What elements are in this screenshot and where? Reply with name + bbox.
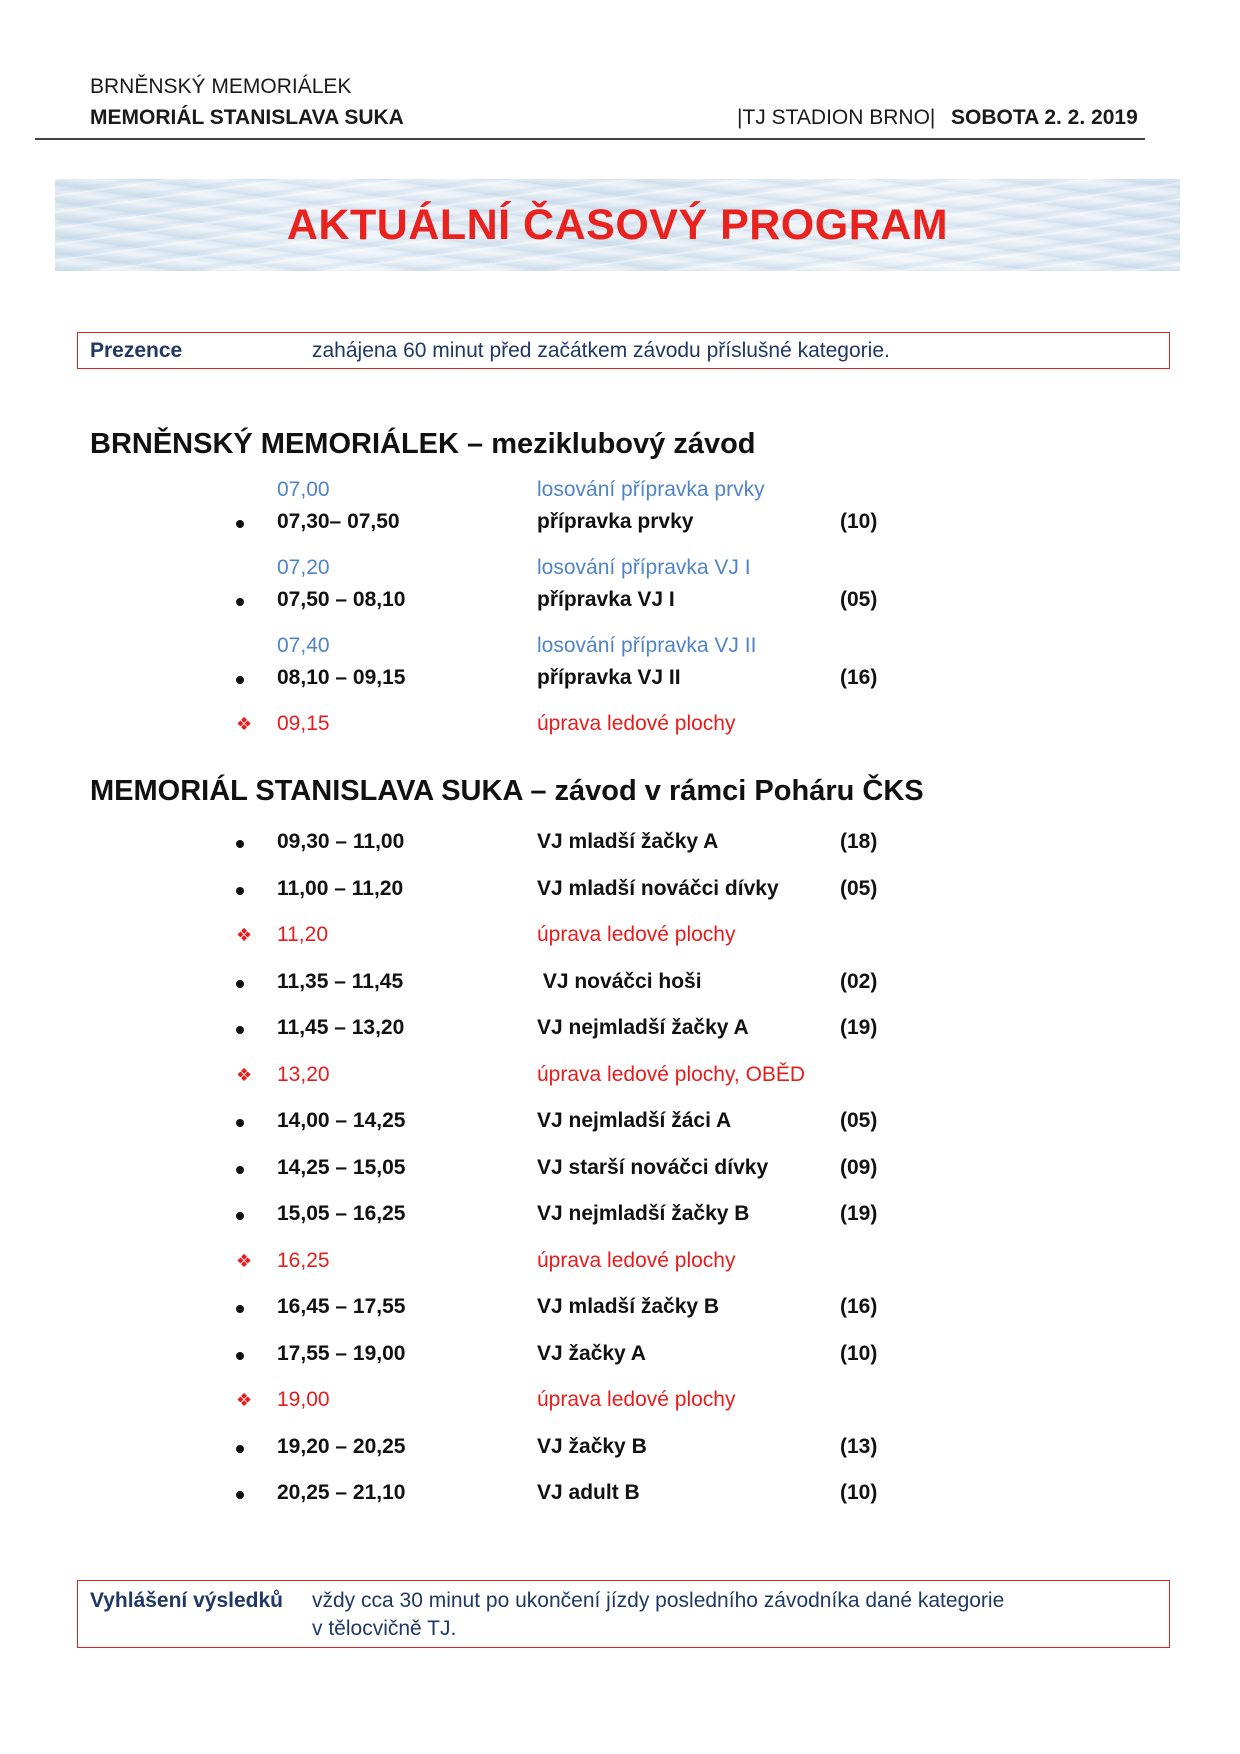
row-category: VJ mladší nováčci dívky: [537, 877, 779, 900]
diamond-bullet-icon: ❖: [236, 1065, 253, 1085]
row-time: 07,40: [277, 634, 330, 657]
row-time: 20,25 – 21,10: [277, 1481, 406, 1504]
results-box: [77, 1580, 1170, 1648]
row-time: 07,20: [277, 556, 330, 579]
row-time: 16,25: [277, 1249, 330, 1272]
header-event-name: BRNĚNSKÝ MEMORIÁLEK: [90, 75, 352, 98]
row-count: (09): [840, 1156, 878, 1179]
schedule-row: [0, 1481, 1240, 1513]
row-time: 07,30– 07,50: [277, 510, 400, 533]
row-time: 14,00 – 14,25: [277, 1109, 406, 1132]
header-venue: |TJ STADION BRNO|: [737, 106, 936, 129]
schedule-row: [0, 1156, 1240, 1188]
row-count: (05): [840, 877, 878, 900]
row-category: úprava ledové plochy: [537, 923, 736, 946]
row-bullet: [236, 1249, 252, 1273]
row-bullet: [236, 1156, 252, 1180]
schedule-row: [0, 556, 1240, 588]
schedule-row: [0, 1342, 1240, 1374]
row-count: (19): [840, 1202, 878, 1225]
row-count: (05): [840, 1109, 878, 1132]
schedule-row: [0, 1202, 1240, 1234]
bullet-dot-icon: [236, 840, 244, 848]
row-time: 19,20 – 20,25: [277, 1435, 406, 1458]
row-bullet: [236, 1342, 252, 1366]
schedule-row: [0, 877, 1240, 909]
row-bullet: [236, 877, 252, 901]
row-time: 09,15: [277, 712, 330, 735]
header-date: SOBOTA 2. 2. 2019: [951, 106, 1138, 129]
bullet-dot-icon: [236, 887, 244, 895]
row-category: přípravka prvky: [537, 510, 694, 533]
row-bullet: [236, 1388, 252, 1412]
row-category: VJ starší nováčci dívky: [537, 1156, 769, 1179]
row-category: losování přípravka VJ I: [537, 556, 751, 579]
row-count: (16): [840, 666, 878, 689]
row-time: 11,20: [277, 923, 328, 946]
row-count: (10): [840, 1481, 878, 1504]
row-category: losování přípravka VJ II: [537, 634, 757, 657]
row-bullet: [236, 830, 252, 854]
results-text-line1: vždy cca 30 minut po ukončení jízdy posledního závodníka dané kategorie: [312, 1589, 1005, 1612]
row-time: 11,45 – 13,20: [277, 1016, 405, 1039]
row-category: VJ mladší žačky A: [537, 830, 719, 853]
page-title: AKTUÁLNÍ ČASOVÝ PROGRAM: [286, 201, 949, 249]
bullet-dot-icon: [236, 1119, 244, 1127]
results-label: Vyhlášení výsledků: [90, 1589, 283, 1612]
row-time: 15,05 – 16,25: [277, 1202, 406, 1225]
bullet-dot-icon: [236, 520, 244, 528]
row-bullet: [236, 1109, 252, 1133]
row-count: (13): [840, 1435, 878, 1458]
schedule-row: [0, 634, 1240, 666]
row-bullet: [236, 712, 252, 736]
schedule-row: [0, 1063, 1240, 1095]
diamond-bullet-icon: ❖: [236, 1251, 253, 1271]
prezence-label: Prezence: [90, 339, 183, 362]
row-time: 08,10 – 09,15: [277, 666, 406, 689]
row-time: 13,20: [277, 1063, 330, 1086]
schedule-row: [0, 1249, 1240, 1281]
bullet-dot-icon: [236, 1491, 244, 1499]
bullet-dot-icon: [236, 1352, 244, 1360]
row-category: VJ mladší žačky B: [537, 1295, 720, 1318]
prezence-box: [77, 332, 1170, 369]
row-category: VJ nejmladší žačky B: [537, 1202, 750, 1225]
row-time: 11,35 – 11,45: [277, 970, 404, 993]
row-category: úprava ledové plochy, OBĚD: [537, 1063, 806, 1086]
schedule-row: [0, 478, 1240, 510]
row-count: (16): [840, 1295, 878, 1318]
schedule-row: [0, 1388, 1240, 1420]
row-count: (10): [840, 1342, 878, 1365]
schedule-row: [0, 510, 1240, 542]
row-time: 07,00: [277, 478, 330, 501]
section1-title: BRNĚNSKÝ MEMORIÁLEK – meziklubový závod: [90, 428, 756, 460]
bullet-dot-icon: [236, 1305, 244, 1313]
bullet-dot-icon: [236, 1212, 244, 1220]
schedule-row: [0, 1295, 1240, 1327]
row-category: VJ nováčci hoši: [537, 970, 702, 993]
schedule-row: [0, 588, 1240, 620]
row-category: VJ adult B: [537, 1481, 640, 1504]
section2-title: MEMORIÁL STANISLAVA SUKA – závod v rámci Poháru ČKS: [90, 775, 924, 807]
schedule-row: [0, 1016, 1240, 1048]
row-category: úprava ledové plochy: [537, 1388, 736, 1411]
results-text-line2: v tělocvičně TJ.: [312, 1617, 457, 1640]
row-category: VJ žačky B: [537, 1435, 647, 1458]
bullet-dot-icon: [236, 980, 244, 988]
row-bullet: [236, 510, 252, 534]
bullet-dot-icon: [236, 676, 244, 684]
diamond-bullet-icon: ❖: [236, 714, 253, 734]
row-time: 07,50 – 08,10: [277, 588, 406, 611]
schedule-row: [0, 712, 1240, 744]
row-category: úprava ledové plochy: [537, 712, 736, 735]
schedule-row: [0, 830, 1240, 862]
row-category: VJ žačky A: [537, 1342, 646, 1365]
schedule-row: [0, 1109, 1240, 1141]
header-memorial-name: MEMORIÁL STANISLAVA SUKA: [90, 106, 404, 129]
schedule-row: [0, 923, 1240, 955]
schedule-row: [0, 970, 1240, 1002]
diamond-bullet-icon: ❖: [236, 925, 253, 945]
row-bullet: [236, 1063, 252, 1087]
row-bullet: [236, 923, 252, 947]
row-count: (18): [840, 830, 878, 853]
row-time: 16,45 – 17,55: [277, 1295, 406, 1318]
row-time: 19,00: [277, 1388, 330, 1411]
row-category: úprava ledové plochy: [537, 1249, 736, 1272]
title-banner: [55, 179, 1180, 271]
row-time: 17,55 – 19,00: [277, 1342, 406, 1365]
bullet-dot-icon: [236, 1026, 244, 1034]
diamond-bullet-icon: ❖: [236, 1390, 253, 1410]
row-time: 14,25 – 15,05: [277, 1156, 406, 1179]
row-category: losování přípravka prvky: [537, 478, 765, 501]
row-bullet: [236, 970, 252, 994]
bullet-dot-icon: [236, 1166, 244, 1174]
row-bullet: [236, 1016, 252, 1040]
row-bullet: [236, 1435, 252, 1459]
row-category: VJ nejmladší žačky A: [537, 1016, 749, 1039]
row-bullet: [236, 1202, 252, 1226]
schedule-row: [0, 1435, 1240, 1467]
row-bullet: [236, 1481, 252, 1505]
row-bullet: [236, 1295, 252, 1319]
row-count: (10): [840, 510, 878, 533]
row-category: VJ nejmladší žáci A: [537, 1109, 732, 1132]
header-divider: [35, 138, 1145, 140]
row-bullet: [236, 666, 252, 690]
prezence-text: zahájena 60 minut před začátkem závodu příslušné kategorie.: [312, 339, 890, 362]
row-count: (02): [840, 970, 878, 993]
row-time: 09,30 – 11,00: [277, 830, 405, 853]
bullet-dot-icon: [236, 598, 244, 606]
bullet-dot-icon: [236, 1445, 244, 1453]
schedule-row: [0, 666, 1240, 698]
row-category: přípravka VJ II: [537, 666, 681, 689]
row-bullet: [236, 588, 252, 612]
row-count: (19): [840, 1016, 878, 1039]
row-time: 11,00 – 11,20: [277, 877, 404, 900]
row-count: (05): [840, 588, 878, 611]
row-category: přípravka VJ I: [537, 588, 675, 611]
